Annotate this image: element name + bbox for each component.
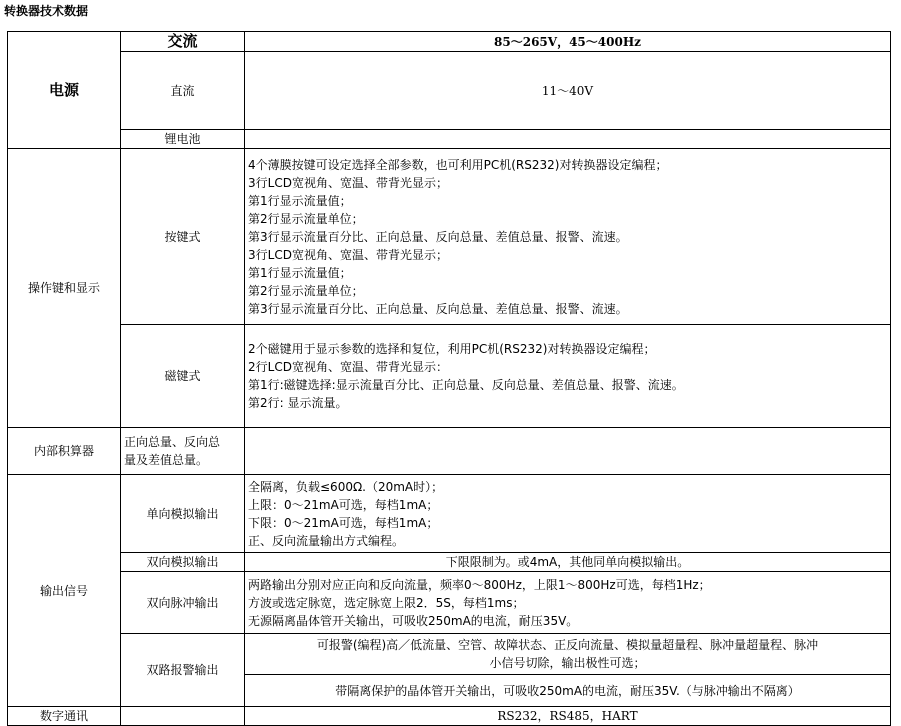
dc-value: 11～40V <box>541 83 594 98</box>
dual-pulse-line: 无源隔离晶体管开关输出，可吸收250mA的电流，耐压35V。 <box>248 613 579 628</box>
button-line: 3行LCD宽视角、宽温、带背光显示； <box>248 247 448 262</box>
keys-label-cell <box>8 149 121 428</box>
comm-empty-cell <box>121 707 245 726</box>
dual-pulse-line: 两路输出分别对应正向和反向流量，频率0～800Hz，上限1～800Hz可选，每档1Hz； <box>248 577 711 592</box>
dual-analog-desc-cell <box>245 553 891 572</box>
single-analog-line: 下限：0～21mA可选，每档1mA； <box>248 515 439 530</box>
table-row <box>8 572 891 634</box>
output-label: 输出信号 <box>39 583 88 598</box>
spec-table <box>7 31 891 726</box>
button-line: 第2行显示流量单位； <box>248 211 364 226</box>
table-row <box>8 707 891 726</box>
dual-alarm-value2: 带隔离保护的晶体管开关输出，可吸收250mA的电流，耐压35V.（与脉冲输出不隔离） <box>335 683 800 698</box>
dual-analog-label-cell <box>121 553 245 572</box>
button-desc-cell <box>245 149 891 325</box>
single-analog-label-cell <box>121 475 245 553</box>
dual-analog-value: 下限限制为。或4mA，其他同单向模拟输出。 <box>445 555 690 569</box>
battery-label-cell <box>121 130 245 149</box>
dual-analog-label: 双向模拟输出 <box>146 555 219 569</box>
dual-alarm-label: 双路报警输出 <box>146 663 219 677</box>
table-row <box>8 149 891 325</box>
table-row <box>8 428 891 475</box>
keys-label: 操作键和显示 <box>27 281 100 295</box>
totalizer-empty-cell <box>245 428 891 475</box>
table-row <box>8 634 891 675</box>
magnetic-desc-cell <box>245 325 891 428</box>
totalizer-label: 内部积算器 <box>33 444 94 458</box>
battery-value-cell <box>245 130 891 149</box>
ac-label: 交流 <box>167 32 198 50</box>
single-analog-line: 上限：0～21mA可选，每档1mA； <box>248 497 439 512</box>
button-line: 第2行显示流量单位； <box>248 283 364 298</box>
button-line: 第3行显示流量百分比、正向总量、反向总量、差值总量、报警、流速。 <box>248 301 628 316</box>
dual-alarm-desc2-cell <box>245 675 891 707</box>
dual-pulse-label: 双向脉冲输出 <box>146 595 219 610</box>
table-row <box>8 475 891 553</box>
totalizer-label-cell <box>8 428 121 475</box>
button-line: 第3行显示流量百分比、正向总量、反向总量、差值总量、报警、流速。 <box>248 229 628 244</box>
button-line: 第1行显示流量值； <box>248 265 352 280</box>
comm-value: RS232，RS485，HART <box>497 709 638 723</box>
magnetic-line: 第2行: 显示流量。 <box>248 396 348 410</box>
dc-label-cell <box>121 52 245 130</box>
button-label-cell <box>121 149 245 325</box>
magnetic-line: 第1行:磁键选择:显示流量百分比、正向总量、反向总量、差值总量、报警、流速。 <box>248 378 684 392</box>
table-row <box>8 130 891 149</box>
battery-label: 锂电池 <box>164 132 201 146</box>
button-line: 第1行显示流量值； <box>248 193 352 208</box>
dual-pulse-desc-cell <box>245 572 891 634</box>
comm-label-cell <box>8 707 121 726</box>
totalizer-line: 量及差值总量。 <box>124 453 209 467</box>
dc-value-cell <box>245 52 891 130</box>
table-row <box>8 553 891 572</box>
totalizer-line: 正向总量、反向总 <box>124 435 221 449</box>
dual-pulse-line: 方波或选定脉宽，选定脉宽上限2．5S，每档1ms； <box>248 595 525 610</box>
dual-alarm-label-cell <box>121 634 245 707</box>
magnetic-label: 磁键式 <box>164 369 201 383</box>
magnetic-line: 2个磁键用于显示参数的选择和复位，利用PC机(RS232)对转换器设定编程； <box>248 342 656 356</box>
ac-label-cell <box>121 32 245 52</box>
single-analog-line: 全隔离，负载≤600Ω.（20mA时）； <box>248 479 444 494</box>
power-label-cell <box>8 32 121 149</box>
table-row <box>8 32 891 52</box>
comm-label: 数字通讯 <box>39 709 88 723</box>
doc-title: 转换器技术数据 <box>4 4 89 18</box>
ac-value: 85～265V，45～400Hz <box>494 34 641 49</box>
output-label-cell <box>8 475 121 707</box>
table-row <box>8 52 891 130</box>
magnetic-line: 2行LCD宽视角、宽温、带背光显示： <box>248 360 448 374</box>
comm-value-cell <box>245 707 891 726</box>
ac-value-cell <box>245 32 891 52</box>
dual-pulse-label-cell <box>121 572 245 634</box>
single-analog-label: 单向模拟输出 <box>146 506 219 521</box>
button-line: 4个薄膜按键可设定选择全部参数，也可利用PC机(RS232)对转换器设定编程； <box>248 157 668 172</box>
single-analog-line: 正、反向流量输出方式编程。 <box>248 533 405 548</box>
dual-alarm-line: 可报警(编程)高／低流量、空管、故障状态、正反向流量、模拟量超量程、脉冲量超量程、脉冲 <box>316 638 819 652</box>
power-label: 电源 <box>48 80 79 99</box>
button-label: 按键式 <box>164 229 201 244</box>
button-line: 3行LCD宽视角、宽温、带背光显示； <box>248 175 448 190</box>
dc-label: 直流 <box>170 83 195 98</box>
magnetic-label-cell <box>121 325 245 428</box>
single-analog-desc-cell <box>245 475 891 553</box>
dual-alarm-line: 小信号切除，输出极性可选； <box>489 656 646 670</box>
totalizer-desc-cell <box>121 428 245 475</box>
table-row <box>8 325 891 428</box>
dual-alarm-desc-cell <box>245 634 891 675</box>
